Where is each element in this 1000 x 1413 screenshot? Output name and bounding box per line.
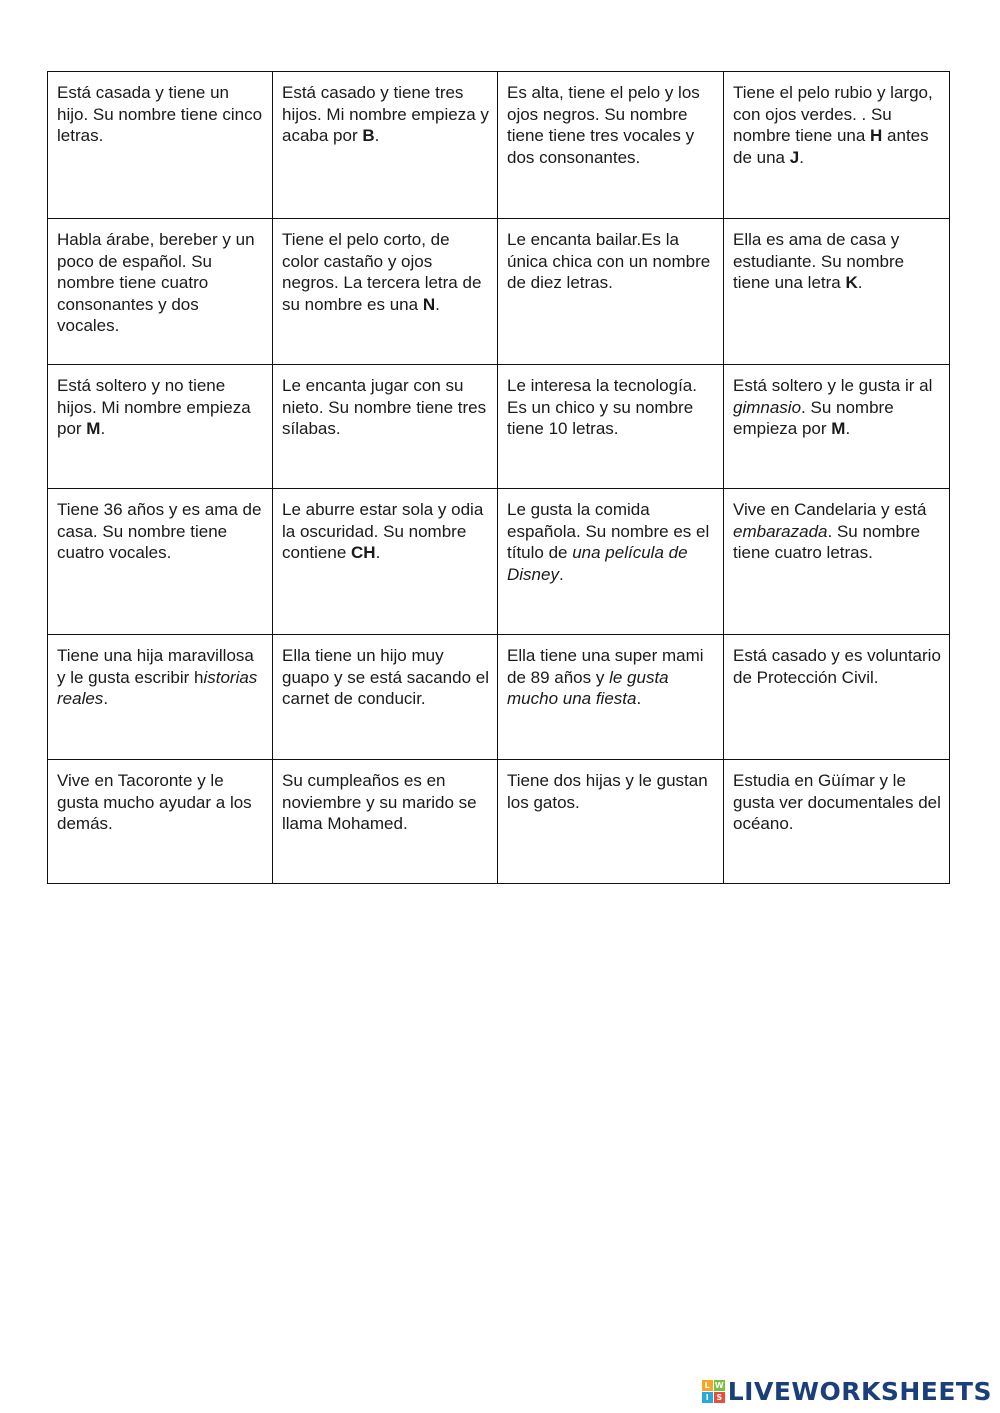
clue-text: Vive en Candelaria y está [733,500,927,519]
clue-cell [48,489,273,635]
clue-text: Es alta, tiene el pelo y los ojos negros. Su nombre tiene tiene tres vocales y dos consonantes. [507,83,700,167]
clue-cell [724,72,950,219]
clue-text: Tiene una hija maravillosa y le gusta escribir h [57,646,254,687]
clue-cell [498,365,724,489]
clue-text: Estudia en Güímar y le gusta ver documentales del océano. [733,771,941,833]
logo-tile: W [714,1380,724,1390]
clue-text: Está casado y es voluntario de Protección Civil. [733,646,941,687]
clue-text: Está soltero y le gusta ir al [733,376,933,395]
clue-text: Vive en Tacoronte y le gusta mucho ayudar a los demás. [57,771,252,833]
clue-text: . [857,273,863,292]
clue-text: Tiene el pelo rubio y largo, con ojos verdes. . Su nombre tiene una [733,83,933,145]
clue-cell [498,219,724,365]
clue-emphasis: embarazada [733,521,828,541]
clue-text: . [636,689,642,708]
logo-tile: S [714,1392,725,1403]
clue-text: Tiene dos hijas y le gustan los gatos. [507,771,708,812]
clue-cell [48,219,273,365]
clue-text: Tiene el pelo corto, de color castaño y ojos negros. La tercera letra de su nombre es una [282,230,482,314]
clue-text: Le encanta jugar con su nieto. Su nombre tiene tres sílabas. [282,376,487,438]
clue-text: Ella es ama de casa y estudiante. Su nombre tiene una letra [733,230,905,292]
clue-highlight-letter: B [362,126,375,145]
clue-text: . Su nombre tiene cuatro letras. [733,521,921,562]
clue-cell [48,760,273,884]
clue-cell [48,72,273,219]
clue-text: Está casado y tiene tres hijos. Mi nombre empieza y acaba por [282,83,489,145]
clue-highlight-letter: K [845,273,858,292]
clue-emphasis: una película de Disney [507,543,688,584]
liveworksheets-logo-icon [702,1380,725,1403]
clue-cell [273,72,498,219]
clue-text: Está soltero y no tiene hijos. Mi nombre empieza por [57,376,251,438]
clue-cell [498,760,724,884]
clue-text: Tiene 36 años y es ama de casa. Su nombre tiene cuatro vocales. [57,500,262,562]
logo-tile: I [702,1392,713,1403]
clue-highlight-letter: CH [351,543,376,562]
clue-text: . [845,419,851,438]
brand-wordmark: LIVEWORKSHEETS [727,1376,992,1406]
clue-text: Ella tiene una super mami de 89 años y [507,646,704,687]
clue-text: Le encanta bailar.Es la única chica con un nombre de diez letras. [507,230,711,292]
clue-cell [273,489,498,635]
clue-highlight-letter: N [422,294,436,314]
clue-cell [48,635,273,760]
clue-row [48,635,950,760]
clue-text: Le aburre estar sola y odia la oscuridad. Su nombre contiene [282,500,484,562]
clue-row [48,365,950,489]
clue-cell [724,219,950,365]
clue-text: . [558,564,564,584]
clue-cell [498,635,724,760]
clue-cell [724,635,950,760]
clue-emphasis: istorias reales [57,667,258,708]
clue-text: Está casada y tiene un hijo. Su nombre tiene cinco letras. [57,83,263,145]
clue-cell [724,760,950,884]
clue-table-body [48,72,950,884]
clue-highlight-letter: M [86,419,101,438]
clue-cell [48,365,273,489]
clue-cell [273,635,498,760]
clue-cell [273,219,498,365]
logo-tile: L [702,1380,713,1391]
clue-cell [273,365,498,489]
clue-text: antes de una [733,126,929,167]
clue-text: . [103,689,109,708]
clue-row [48,760,950,884]
clue-row [48,72,950,219]
clue-text: Le interesa la tecnología. Es un chico y su nombre tiene 10 letras. [507,376,697,438]
clue-text: Le gusta la comida española. Su nombre es el título de [507,500,710,562]
clue-text: . [799,147,804,167]
clue-text: . [375,543,381,562]
clue-text: . Su nombre empieza por [733,397,894,438]
clue-text: . [100,419,106,438]
clue-highlight-letter: H [870,126,883,145]
clue-text: Su cumpleaños es en noviembre y su marido se llama Mohamed. [282,771,477,833]
clue-highlight-letter: M [831,419,846,438]
clue-text: Habla árabe, bereber y un poco de español. Su nombre tiene cuatro consonantes y dos vocales. [57,230,255,335]
clue-highlight-letter: J [789,147,800,167]
clue-cell [724,489,950,635]
clue-cell [273,760,498,884]
clue-table [47,71,950,884]
clue-row [48,489,950,635]
clue-text: . [435,294,440,314]
clue-text: Ella tiene un hijo muy guapo y se está sacando el carnet de conducir. [282,646,489,708]
clue-emphasis: gimnasio [733,397,802,417]
clue-row [48,219,950,365]
clue-cell [498,72,724,219]
liveworksheets-brand [702,1377,992,1405]
clue-cell [724,365,950,489]
clue-cell [498,489,724,635]
clue-emphasis: le gusta mucho una fiesta [507,667,669,708]
clue-text: . [374,126,380,145]
